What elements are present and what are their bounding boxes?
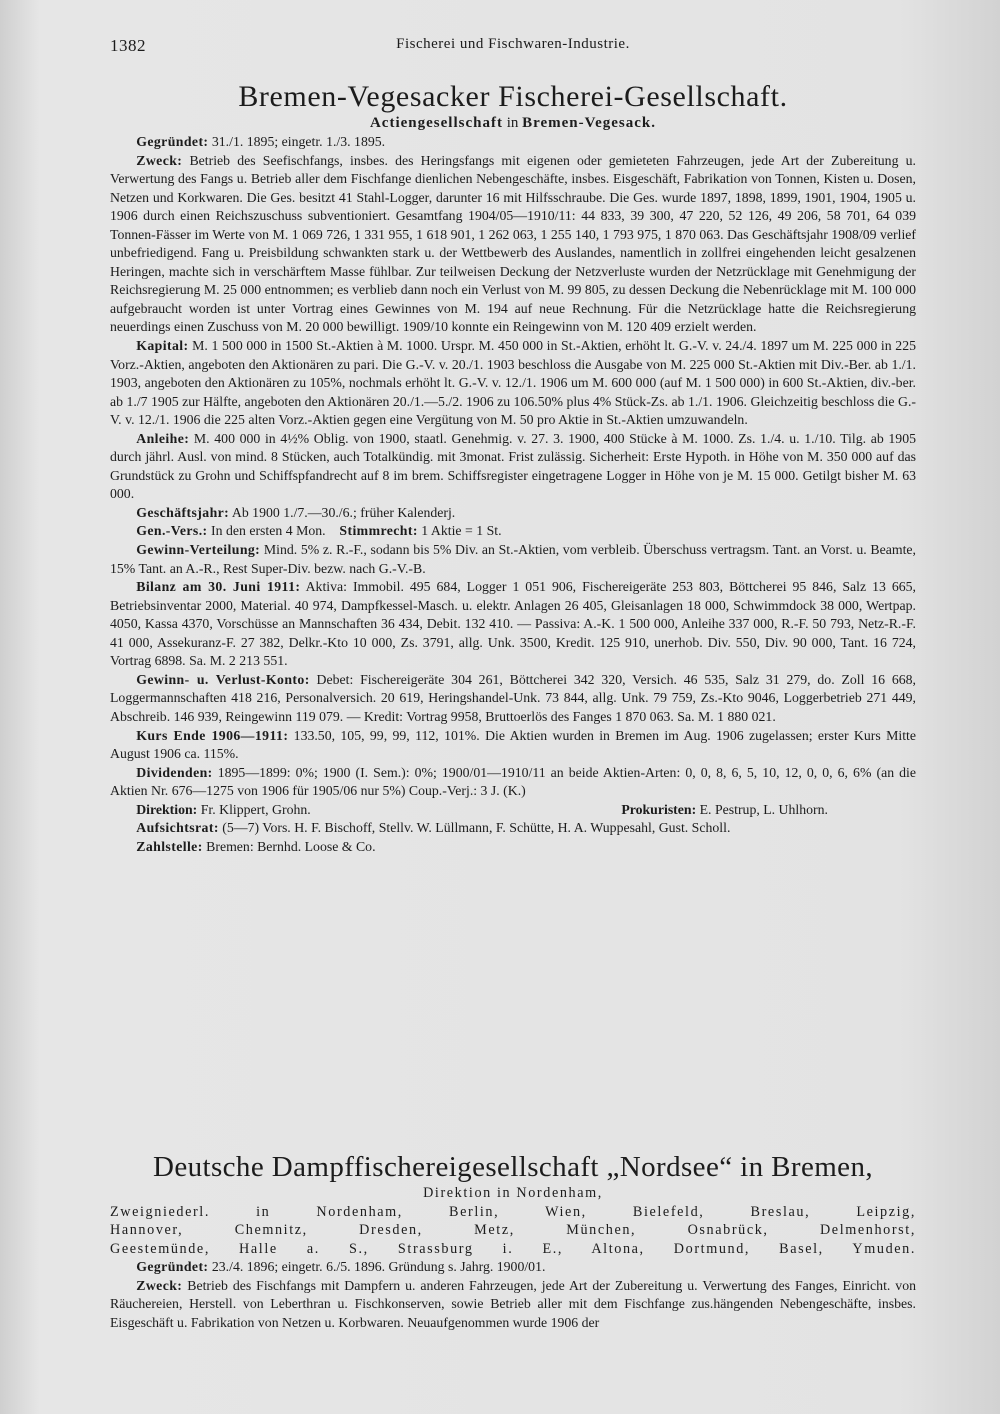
section-bilanz: Bilanz am 30. Juni 1911: Aktiva: Immobil. 495 684, Logger 1 051 906, Fischereigeräte 253 803, Böttcherei 95 846, Salz 13 665, Betriebsinventar 2000, Material. 40 974, Dampfkessel-Masch. u. elektr. Anlagen 26 405, Gleisanlagen 18 000, Schwimmdock 38 000, Wertpap. 4050, Kassa 4370, Vorschüsse an Mannschaften 36 434, Debit. 132 410. — Passiva: A.-K. 1 500 000, Anleihe 337 000, R.-F. 50 793, Netz-R.-F. 41 000, Assekuranz-F. 27 382, Delkr.-Kto 10 000, Zs. 3791, allg. Unk. 3500, Kredit. 125 910, unerhob. Div. 550, Div. 90 000, Tant. 16 724, Vortrag 6898. Sa. M. 2 213 551. (110, 579, 916, 669)
section-zweck: Zweck: Betrieb des Fischfangs mit Dampfern u. anderen Fahrzeugen, jede Art der Zubereitung u. Verwertung des Fanges, Einricht. von Räuchereien, Herstell. von Leberthran u. Fischkonserven, sowie Betrieb aller mit dem Fischfange zus.hängenden Nebengeschäfte, insbes. Eisgeschäft u. Fabrikation von Netzen u. Korbwaren. Neuaufgenommen wurde 1906 der (110, 1277, 916, 1331)
company-title: Bremen-Vegesacker Fischerei-Gesellschaft. (238, 80, 788, 113)
stimmrecht-text: 1 Aktie = 1 St. (417, 523, 502, 539)
zweigniederlassungen-line-2: Hannover, Chemnitz, Dresden, Metz, München, Osnabrück, Delmenhorst, (110, 1222, 916, 1239)
stimmrecht-label: Stimmrecht: (339, 523, 418, 539)
company-title: Deutsche Dampffischereigesellschaft „Nordsee“ in Bremen, (153, 1151, 873, 1183)
section-anleihe: Anleihe: M. 400 000 in 4½% Oblig. von 1900, staatl. Genehmig. v. 27. 3. 1900, 400 Stücke à M. 1000. Zs. 1./4. u. 1./10. Tilg. ab 1905 durch jährl. Ausl. von mind. 8 Stücken, auch Totalkündig. mit 3monat. Frist zulässig. Sicherheit: Erste Hypoth. in Höhe von M. 350 000 auf das Grundstück zu Grohn und Schiffspfandrecht auf 8 im brem. Schiffsregister eingetragene Logger in Höhe von je M. 15 000. Getilgt bisher M. 63 000. (110, 430, 916, 502)
zweigniederlassungen-line-1: Zweigniederl. in Nordenham, Berlin, Wien, Bielefeld, Breslau, Leipzig, (110, 1203, 916, 1220)
section-gewinn-verteilung: Gewinn-Verteilung: Mind. 5% z. R.-F., sodann bis 5% Div. an St.-Aktien, vom verbleib. Überschuss vertragsm. Tant. an Vorst. u. Beamte, 15% Tant. an A.-R., Rest Super-Div. bezw. nach G.-V.-B. (110, 542, 916, 576)
company-entry-nordsee (110, 1150, 916, 1333)
section-kapital: Kapital: M. 1 500 000 in 1500 St.-Aktien à M. 1000. Urspr. M. 450 000 in St.-Aktien, erhöht lt. G.-V. v. 24./4. 1897 um M. 225 000 in 225 Vorz.-Aktien, angeboten den Aktionären zu pari. Die G.-V. v. 20./1. 1903 beschloss die Ausgabe von M. 225 000 St.-Aktien mit Div.-Ber. ab 1./1. 1903, angeboten den Aktionären zu 105%, nochmals erhöht lt. G.-V. v. 12./1. 1906 um M. 600 000 (auf M. 1 500 000) in 600 St.-Aktien, div.-ber. ab 1./7 1905 zur Hälfte, angeboten den Aktionären 20./1.—5./2. 1906 zu 106.50% plus 4% Stück-Zs. ab 1./1. 1906. Gleichzeitig beschloss die G.-V. v. 12./1. 1906 die 225 alten Vorz.-Aktien gegen eine Vergütung von M. 50 pro Aktie in St.-Aktien umzuwandeln. (110, 338, 916, 428)
section-direktion-prokuristen (110, 801, 916, 820)
section-geschaeftsjahr: Geschäftsjahr: Ab 1900 1./7.—30./6.; früher Kalenderj. (136, 504, 456, 520)
section-aufsichtsrat: Aufsichtsrat: (5—7) Vors. H. F. Bischoff, Stellv. W. Lüllmann, F. Schütte, H. A. Wuppesahl, Gust. Scholl. (136, 820, 731, 836)
running-header (110, 36, 916, 58)
section-gewinn-verlust-konto: Gewinn- u. Verlust-Konto: Debet: Fischereigeräte 304 261, Böttcherei 342 320, Versich. 46 535, Salz 31 279, do. Zoll 16 668, Loggermannschaften 418 216, Personalversich. 20 619, Heringshandel-Unk. 73 844, allg. Unk. 79 759, Zs.-Kto 9046, Loggerbetrieb 271 449, Abschreib. 146 939, Reingewinn 119 079. — Kredit: Vortrag 9958, Bruttoerlös des Fanges 1 870 063. Sa. M. 1 880 021. (110, 671, 916, 724)
page-number: 1382 (110, 36, 146, 55)
running-title: Fischerei und Fischwaren-Industrie. (396, 36, 630, 52)
section-gen-vers: Gen.-Vers.: In den ersten 4 Mon. Stimmrecht: 1 Aktie = 1 St. (136, 523, 502, 539)
company-subtitle-in: in (506, 115, 519, 131)
section-gegruendet: Gegründet: 23./4. 1896; eingetr. 6./5. 1896. Gründung s. Jahrg. 1900/01. (136, 1259, 546, 1275)
company-seat: Bremen-Vegesack. (522, 115, 657, 131)
company-legal-form: Actiengesellschaft (369, 115, 503, 131)
section-zahlstelle: Zahlstelle: Bremen: Bernhd. Loose & Co. (136, 838, 376, 854)
section-dividenden: Dividenden: 1895—1899: 0%; 1900 (I. Sem.): 0%; 1900/01—1910/11 an beide Aktien-Arten: 0, 0, 8, 6, 5, 10, 12, 0, 0, 6, 6% (an die Aktien Nr. 676—1275 von 1906 für 1905/06 nur 5%) Coup.-Verj.: 3 J. (K.) (110, 764, 916, 799)
zweigniederlassungen-line-3: Geestemünde, Halle a. S., Strassburg i. E., Altona, Dortmund, Basel, Ymuden. (110, 1240, 916, 1257)
company-subtitle (110, 114, 916, 133)
direktion-line: Direktion in Nordenham, (423, 1185, 603, 1201)
company-entry-bremen-vegesacker (110, 80, 916, 856)
section-gegruendet: Gegründet: 31./1. 1895; eingetr. 1./3. 1895. (136, 134, 386, 149)
section-zweck: Zweck: Betrieb des Seefischfangs, insbes. des Heringsfangs mit eigenen oder gemieteten Fahrzeugen, jede Art der Zubereitung u. Verwertung des Fangs u. Betrieb aller dem Fischfange dienlichen Nebengeschäfte, insbes. Eisgeschäft, Fabrikation von Tonnen, Kisten u. Dosen, Netzen und Korkwaren. Die Ges. besitzt 41 Stahl-Logger, darunter 16 mit Hilfsschraube. Die Ges. wurde 1897, 1898, 1899, 1901, 1904, 1905 u. 1906 durch einen Reichszuschuss subventioniert. Gesamtfang 1904/05—1910/11: 44 833, 39 300, 47 220, 52 126, 49 206, 58 701, 64 039 Tonnen-Fässer im Werte von M. 1 069 726, 1 331 955, 1 618 901, 1 262 063, 1 255 140, 1 793 975, 1 870 063. Das Geschäftsjahr 1908/09 verlief unbefriedigend. Fang u. Preisbildung schwankten stark u. der Wettbewerb des Auslandes, namentlich in zollfrei eingehenden leicht gesalzenen Heringen, machte sich in verschärftem Masse fühlbar. Zur teilweisen Deckung der Netzverluste wurden der Netzrücklage mit Genehmigung der Reichsregierung M. 25 000 entnommen; es verblieb dann noch ein Verlust von M. 99 805, zu dessen Deckung die Nebenrücklage mit M. 100 000 aufgebraucht worden ist unter Vortrag eines Gewinnes von M. 194 auf neue Rechnung. Für die Netzrücklage hatte die Reichsregierung neuerdings einen Zuschuss von M. 20 000 bewilligt. 1909/10 konnte ein Reingewinn von M. 120 409 erzielt werden. (110, 152, 916, 335)
section-kurs: Kurs Ende 1906—1911: 133.50, 105, 99, 99, 112, 101%. Die Aktien wurden in Bremen im Aug. 1906 zugelassen; erster Kurs Mitte August 1906 ca. 115%. (110, 727, 916, 762)
prokuristen: Prokuristen: E. Pestrup, L. Uhlhorn. (621, 801, 828, 817)
direktion: Direktion: Fr. Klippert, Grohn. (136, 801, 311, 817)
